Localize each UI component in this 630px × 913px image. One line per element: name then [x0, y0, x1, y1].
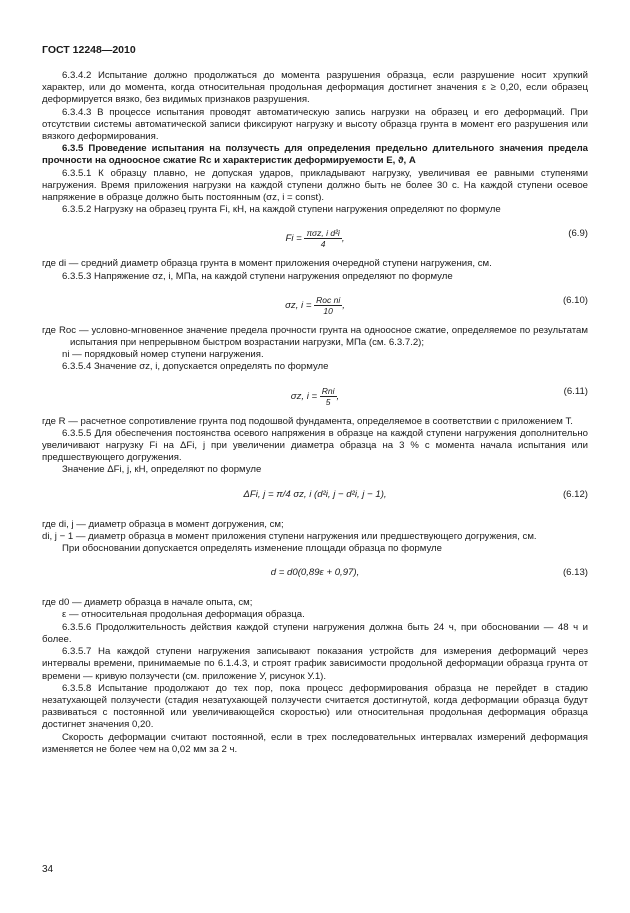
formula-6-11 [42, 378, 588, 412]
paragraph: Скорость деформации считают постоянной, если в трех последовательных интервалах измерений деформация изменяется не более чем на 0,02 мм за 2 ч. [42, 731, 588, 755]
paragraph: Значение ΔFi, j, кН, определяют по формуле [62, 464, 262, 476]
paragraph: где d0 — диаметр образца в начале опыта, см; [42, 597, 253, 609]
formula-6-13 [42, 559, 588, 593]
formula-expression: σz, i = $\frac{\text{Rni}}{5}$ , [290, 385, 340, 407]
paragraph: 6.3.4.3 В процессе испытания проводят автоматическую запись нагрузки на образец и его деформаций. При отсутствии системы автоматической записи фиксируют нагрузку и высоту образца грунта в момент его разрушения или вязкого деформирования. [42, 106, 588, 143]
paragraph: 6.3.5.5 Для обеспечения постоянства осевого напряжения в образце на каждой ступени нагружения дополнительно увеличивают нагрузку Fi на ΔFi, j при увеличении диаметра образца на 3 % с момента начала испытания или предшествующего догружения. [42, 427, 588, 464]
paragraph: где di, j — диаметр образца в момент догружения, см; [42, 518, 284, 530]
formula-expression: σz, i = $\frac{\text{Rос ni}}{10}$ , [285, 294, 345, 316]
paragraph: ε — относительная продольная деформация образца. [62, 609, 305, 621]
paragraph: 6.3.5.6 Продолжительность действия каждой ступени нагружения должна быть 24 ч, при обосновании — 48 ч и более. [42, 621, 588, 645]
section-heading: 6.3.5 Проведение испытания на ползучесть для определения предельно длительного значения предела прочности на одноосное сжатие Rc и характеристик деформируемости E, ϑ, A [42, 143, 588, 167]
paragraph: 6.3.5.8 Испытание продолжают до тех пор, пока процесс деформирования образца не перейдет в стадию незатухающей ползучести (стадия незатухающей ползучести считается достигнутой, когда деформации образца будут развиваться с постоянной или увеличивающейся скоростью) или относительная продольная деформация образца достигнет значения 0,20. [42, 682, 588, 731]
paragraph: где Rос — условно-мгновенное значение предела прочности грунта на одноосное сжатие, определяемое по результатам испытания при непрерывном быстром возрастании нагрузки, МПа (см. 6.3.7.2); [42, 324, 588, 349]
paragraph: 6.3.5.1 К образцу плавно, не допуская ударов, прикладывают нагрузку, увеличивая ее равными ступенями нагружения. Время приложения нагрузки на каждой ступени должно быть не более 30 с. На каждой ступени осевое напряжение в образце должно быть постоянным (σz, i = const). [42, 167, 588, 204]
paragraph: 6.3.5.4 Значение σz, i, допускается определять по формуле [62, 361, 329, 373]
document-body [42, 70, 588, 756]
paragraph: При обосновании допускается определять изменение площади образца по формуле [62, 543, 442, 555]
paragraph: 6.3.5.7 На каждой ступени нагружения записывают показания устройств для измерения деформаций через интервалы времени, принимаемые по 6.1.4.3, и строят график зависимости продольной деформации образца грунта от времени — кривую ползучести (см. приложение У, рисунок У.1). [42, 646, 588, 682]
formula-number: (6.9) [568, 228, 588, 240]
paragraph: где di — средний диаметр образца грунта в момент приложения очередной ступени нагружения, см. [42, 258, 492, 270]
formula-6-12 [42, 481, 588, 515]
paragraph: 6.3.4.2 Испытание должно продолжаться до момента разрушения образца, если разрушение носит хрупкий характер, или до момента, когда относительная продольная деформация достигнет значения ε ≥ 0,20, если образец деформируется вязко, без видимых признаков разрушения. [42, 70, 588, 106]
formula-expression: d = d0(0,89ε + 0,97), [270, 567, 360, 579]
formula-number: (6.11) [563, 385, 588, 397]
page-number: 34 [42, 864, 54, 875]
formula-6-10 [42, 287, 588, 321]
formula-expression: ΔFi, j = π/4 σz, i (d²i, j − d²i, j − 1), [243, 488, 387, 500]
standard-title: ГОСТ 12248—2010 [42, 44, 136, 56]
paragraph: где R — расчетное сопротивление грунта под подошвой фундамента, определяемое в соответствии с приложением Т. [42, 415, 573, 427]
formula-number: (6.13) [562, 567, 588, 579]
paragraph: ni — порядковый номер ступени нагружения. [62, 349, 264, 361]
formula-number: (6.12) [562, 488, 588, 500]
formula-number: (6.10) [562, 294, 588, 306]
formula-expression: Fi = $\frac{\text{πσz, i d²i}}{4}$ , [285, 228, 345, 250]
formula-6-9 [42, 220, 588, 254]
paragraph: 6.3.5.3 Напряжение σz, i, МПа, на каждой ступени нагружения определяют по формуле [62, 270, 453, 282]
paragraph: di, j − 1 — диаметр образца в момент приложения ступени нагружения или предшествующего догружения, см. [42, 530, 537, 542]
paragraph: 6.3.5.2 Нагрузку на образец грунта Fi, кН, на каждой ступени нагружения определяют по формуле [62, 204, 501, 216]
